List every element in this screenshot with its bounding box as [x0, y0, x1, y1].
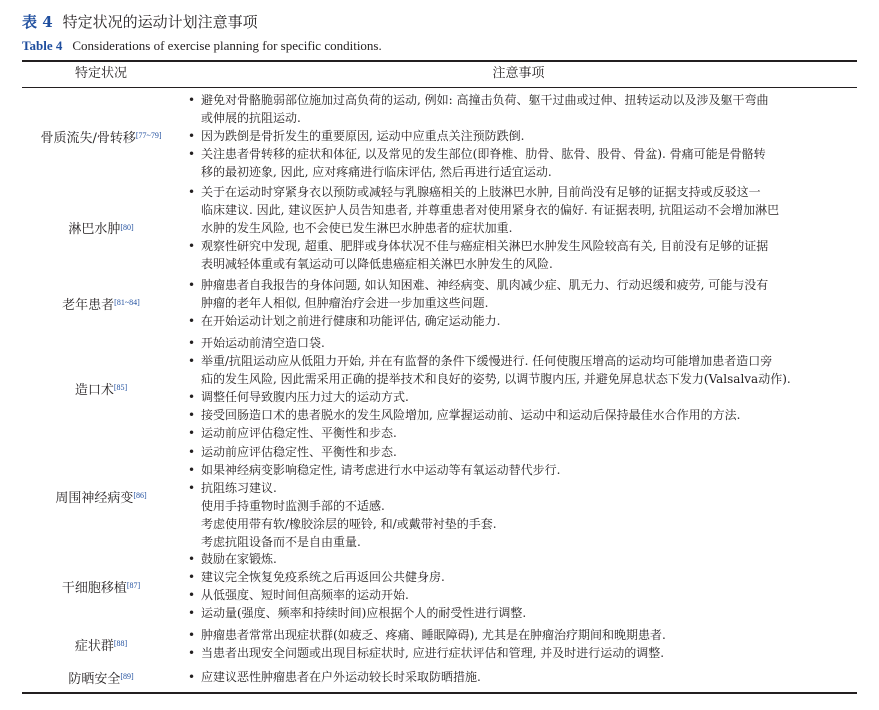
- consideration-text: 抗阻练习建议.: [201, 481, 277, 495]
- bullet-icon: •: [188, 606, 196, 620]
- consideration-text: 在开始运动计划之前进行健康和功能评估, 确定运动能力.: [201, 314, 501, 328]
- bullet-icon: •: [188, 481, 196, 495]
- consideration-line: [188, 668, 854, 686]
- consideration-line: [188, 370, 854, 388]
- consideration-line: [188, 312, 854, 330]
- consideration-line: [188, 497, 854, 515]
- consideration-line: [188, 388, 854, 406]
- table-row: [22, 91, 857, 181]
- bullet-icon: •: [188, 390, 196, 404]
- bullet-icon: •: [188, 185, 196, 199]
- bullet-icon: •: [188, 354, 196, 368]
- bullet-icon: •: [188, 552, 196, 566]
- consideration-line: [188, 163, 854, 181]
- bullet-icon: •: [188, 670, 196, 684]
- consideration-line: [188, 533, 854, 551]
- condition-cell: 防晒安全 [89]: [22, 664, 180, 690]
- table-row: [22, 443, 857, 549]
- consideration-line: [188, 644, 854, 662]
- consideration-line: [188, 201, 854, 219]
- consideration-text: 运动前应评估稳定性、平衡性和步态.: [201, 426, 397, 440]
- condition-name: 造口术: [74, 382, 114, 398]
- condition-cell: 症状群 [88]: [22, 624, 180, 664]
- consideration-line: [188, 294, 854, 312]
- table-caption-en: [22, 37, 382, 55]
- consideration-text: 如果神经病变影响稳定性, 请考虑进行水中运动等有氧运动替代步行.: [201, 463, 561, 477]
- column-header-considerations: 注意事项: [492, 66, 545, 81]
- table-title-cn: 特定状况的运动计划注意事项: [62, 13, 258, 31]
- bullet-icon: •: [188, 278, 196, 292]
- bullet-icon: •: [188, 628, 196, 642]
- consideration-text: 因为跌倒是骨折发生的重要原因, 运动中应重点关注预防跌倒.: [201, 129, 525, 143]
- consideration-line: [188, 406, 854, 424]
- consideration-text: 建议完全恢复免疫系统之后再返回公共健身房.: [201, 570, 445, 584]
- table-bottom-rule: [22, 692, 857, 694]
- consideration-text: 举重/抗阻运动应从低阻力开始, 并在有监督的条件下缓慢进行. 任何使腹压增高的运动均可能增加患者造口旁: [201, 354, 773, 368]
- bullet-icon: •: [188, 93, 196, 107]
- table-row: [22, 182, 857, 273]
- consideration-text: 运动量(强度、频率和持续时间)应根据个人的耐受性进行调整.: [201, 606, 527, 620]
- consideration-line: [188, 604, 854, 622]
- consideration-line: [188, 443, 854, 461]
- consideration-text: 从低强度、短时间但高频率的运动开始.: [201, 588, 409, 602]
- consideration-text: 当患者出现安全问题或出现目标症状时, 应进行症状评估和管理, 并及时进行运动的调整.: [201, 646, 665, 660]
- consideration-text: 应建议恶性肿瘤患者在户外运动较长时采取防晒措施.: [201, 670, 481, 684]
- consideration-line: [188, 424, 854, 442]
- consideration-line: [188, 334, 854, 352]
- consideration-line: [188, 515, 854, 533]
- consideration-line: [188, 479, 854, 497]
- table-row: [22, 624, 857, 664]
- consideration-text: 肿瘤患者自我报告的身体问题, 如认知困难、神经病变、肌肉减少症、肌无力、行动迟缓和疲劳, 可能与没有: [201, 278, 769, 292]
- consideration-line: [188, 550, 854, 568]
- considerations-cell: [188, 443, 854, 551]
- bullet-icon: •: [188, 588, 196, 602]
- bullet-icon: •: [188, 314, 196, 328]
- bullet-icon: •: [188, 570, 196, 584]
- considerations-cell: [188, 91, 854, 181]
- consideration-text: 考虑抗阻设备而不是自由重量.: [201, 535, 361, 549]
- consideration-line: [188, 586, 854, 604]
- consideration-text: 调整任何导致腹内压力过大的运动方式.: [201, 390, 409, 404]
- consideration-line: [188, 568, 854, 586]
- consideration-text: 接受回肠造口术的患者脱水的发生风险增加, 应掌握运动前、运动中和运动后保持最佳水合作用的方法.: [201, 408, 741, 422]
- condition-cell: 骨质流失/骨转移 [77~79]: [22, 91, 180, 181]
- condition-cell: 周围神经病变 [86]: [22, 443, 180, 549]
- table-row: [22, 274, 857, 332]
- considerations-cell: [188, 550, 854, 622]
- consideration-text: 关注患者骨转移的症状和体征, 以及常见的发生部位(即脊椎、肋骨、肱骨、股骨、骨盆). 骨痛可能是骨骼转: [201, 147, 766, 161]
- consideration-line: [188, 352, 854, 370]
- considerations-cell: [188, 276, 854, 330]
- bullet-icon: •: [188, 336, 196, 350]
- condition-name: 老年患者: [62, 297, 115, 313]
- consideration-text: 关于在运动时穿紧身衣以预防或减轻与乳腺癌相关的上肢淋巴水肿, 目前尚没有足够的证据支持或反驳这一: [201, 185, 761, 199]
- consideration-text: 水肿的发生风险, 也不会使已发生淋巴水肿患者的症状加重.: [201, 221, 513, 235]
- consideration-line: [188, 276, 854, 294]
- consideration-text: 表明减轻体重或有氧运动可以降低患癌症相关淋巴水肿发生的风险.: [201, 257, 553, 271]
- table-top-rule: [22, 60, 857, 62]
- consideration-text: 鼓励在家锻炼.: [201, 552, 277, 566]
- consideration-text: 移的最初迹象, 因此, 应对疼痛进行临床评估, 然后再进行适宜运动.: [201, 165, 552, 179]
- consideration-text: 肿瘤的老年人相似, 但肿瘤治疗会进一步加重这些问题.: [201, 296, 489, 310]
- condition-name: 症状群: [74, 638, 114, 654]
- bullet-icon: •: [188, 129, 196, 143]
- condition-cell: 淋巴水肿 [80]: [22, 182, 180, 273]
- table-caption-cn: [22, 12, 258, 32]
- bullet-icon: •: [188, 408, 196, 422]
- bullet-icon: •: [188, 147, 196, 161]
- consideration-text: 避免对骨骼脆弱部位施加过高负荷的运动, 例如: 高撞击负荷、躯干过曲或过伸、扭转运动以及涉及躯干弯曲: [201, 93, 769, 107]
- condition-name: 干细胞移植: [61, 580, 127, 596]
- consideration-line: [188, 109, 854, 127]
- considerations-cell: [188, 334, 854, 442]
- consideration-text: 肿瘤患者常常出现症状群(如疲乏、疼痛、睡眠障碍), 尤其是在肿瘤治疗期间和晚期患者.: [201, 628, 666, 642]
- consideration-line: [188, 127, 854, 145]
- considerations-cell: [188, 626, 854, 662]
- bullet-icon: •: [188, 239, 196, 253]
- condition-name: 防晒安全: [68, 671, 121, 687]
- condition-name: 骨质流失/骨转移: [40, 130, 136, 146]
- consideration-line: [188, 91, 854, 109]
- consideration-line: [188, 237, 854, 255]
- bullet-icon: •: [188, 426, 196, 440]
- consideration-line: [188, 183, 854, 201]
- bullet-icon: •: [188, 646, 196, 660]
- consideration-line: [188, 145, 854, 163]
- considerations-cell: [188, 183, 854, 273]
- consideration-line: [188, 219, 854, 237]
- consideration-line: [188, 626, 854, 644]
- consideration-text: 考虑使用带有软/橡胶涂层的哑铃, 和/或戴带衬垫的手套.: [201, 517, 497, 531]
- condition-name: 周围神经病变: [55, 490, 134, 506]
- consideration-text: 运动前应评估稳定性、平衡性和步态.: [201, 445, 397, 459]
- consideration-text: 开始运动前清空造口袋.: [201, 336, 325, 350]
- table-title-en: Considerations of exercise planning for specific conditions.: [72, 38, 382, 53]
- bullet-icon: •: [188, 463, 196, 477]
- consideration-text: 使用手持重物时监测手部的不适感.: [201, 499, 385, 513]
- table-number-en: Table 4: [22, 38, 63, 53]
- table-row: [22, 550, 857, 622]
- column-header-condition: 特定状况: [74, 66, 127, 81]
- condition-cell: 造口术 [85]: [22, 334, 180, 442]
- table-row: [22, 664, 857, 690]
- consideration-text: 临床建议. 因此, 建议医护人员告知患者, 并尊重患者对使用紧身衣的偏好. 有证据表明, 抗阻运动不会增加淋巴: [201, 203, 780, 217]
- considerations-cell: [188, 668, 854, 686]
- bullet-icon: •: [188, 445, 196, 459]
- consideration-text: 或伸展的抗阻运动.: [201, 111, 301, 125]
- consideration-line: [188, 255, 854, 273]
- table-header-rule: [22, 87, 857, 88]
- table-row: [22, 334, 857, 442]
- consideration-text: 观察性研究中发现, 超重、肥胖或身体状况不佳与癌症相关淋巴水肿发生风险较高有关, 目前没有足够的证据: [201, 239, 769, 253]
- condition-cell: 老年患者 [81~84]: [22, 274, 180, 332]
- table-number-cn: 表 4: [22, 13, 53, 31]
- consideration-line: [188, 461, 854, 479]
- consideration-text: 疝的发生风险, 因此需采用正确的提举技术和良好的姿势, 以调节腹内压, 并避免屏息状态下发力(Valsalva动作).: [201, 372, 791, 386]
- condition-cell: 干细胞移植 [87]: [22, 550, 180, 622]
- condition-name: 淋巴水肿: [68, 222, 121, 237]
